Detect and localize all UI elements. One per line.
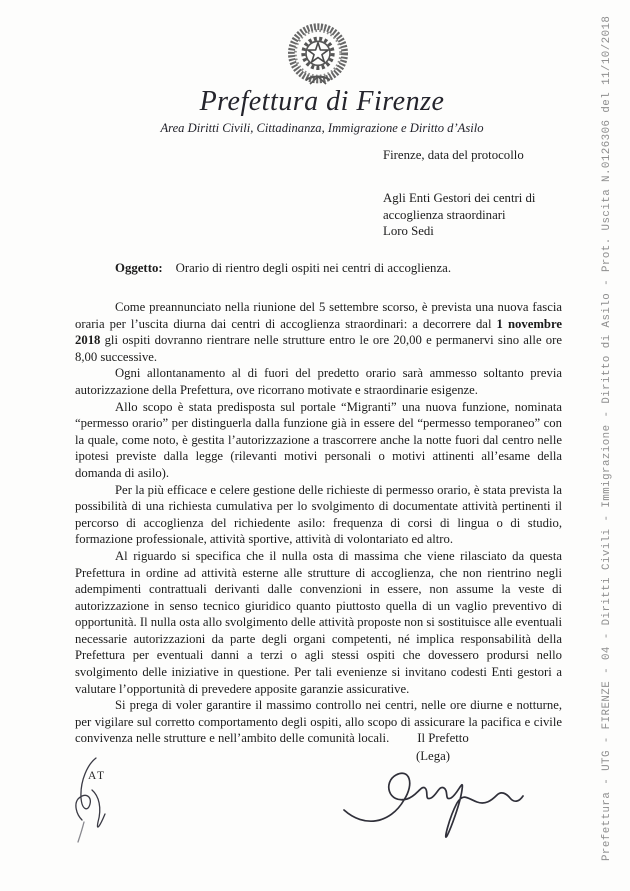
subject-label: Oggetto: (115, 261, 163, 275)
paragraph: Al riguardo si specifica che il nulla osta di massima che viene rilasciato da questa Prefettura in ordine ad attività esterne alle strutture di accoglienza, che non rientrino negli adempimenti contrattuali derivanti dalle convenzioni in essere, non assume la veste di autorizzazione in senso tecnico giuridico quanto piuttosto quella di un vaglio preventivo di opportunità. Il nulla osta allo svolgimento delle attività proposte non si sostituisce alle eventuali necessarie autorizzazioni da parte degli organi competenti, né implica responsabilità della Prefettura per eventuali danni a terzi o agli stessi ospiti che dovessero prodursi nello svolgimento delle iniziative in questione. Per tali evenienze si invitano codesti Enti gestori a valutare l’opportunità di prevedere apposite garanzie assicurative. (75, 548, 562, 696)
paragraph: Per la più efficace e celere gestione delle richieste di permesso orario, è stata prevista la possibilità di una richiesta cumulativa per lo svolgimento di documentate attività pertinenti il percorso di accoglienza del richiedente asilo: frequenza di corsi di lingua o di studio, formazione professionale, attività sportive, attività di volontariato ed altro. (75, 482, 562, 547)
initials-paraph-icon (62, 752, 126, 847)
paragraph: Si prega di voler garantire il massimo controllo nei centri, nelle ore diurne e notturne, per vigilare sul corretto comportamento degli ospiti, allo scopo di assicurare la pacifica e civile convivenza nelle strutture e nell’ambito delle comunità locali. (75, 698, 562, 746)
recipient-line: Agli Enti Gestori dei centri di (383, 191, 536, 205)
letter-body (75, 299, 562, 747)
initials-text: AT (88, 770, 107, 782)
subject-row (115, 261, 575, 276)
date-line: Firenze, data del protocollo (383, 148, 524, 162)
subject-text: Orario di rientro degli ospiti nei centri di accoglienza. (175, 261, 452, 275)
closing-name: (Lega) (415, 749, 451, 763)
paragraph: Allo scopo è stata predisposta sul portale “Migranti” una nuova funzione, nominata “permesso orario” per distinguerla dalla funzione già in essere del “permesso temporaneo” con la quale, come noto, è gestita l’autorizzazione a trascorrere anche la notte fuori dal centro nelle ipotesi previste dalla legge (rilevanti motivi personali o motivi attinenti all’esame della domanda di asilo). (75, 399, 562, 480)
letterhead (0, 86, 630, 136)
italy-emblem-icon (278, 20, 358, 88)
recipient-block (383, 190, 535, 240)
paragraph: Ogni allontanamento al di fuori del predetto orario sarà ammesso soltanto previa autorizzazione della Prefettura, ove ricorrano motivate e straordinarie esigenze. (75, 366, 562, 397)
paragraph-segment-bold: 1 novembre 2018 (75, 316, 562, 348)
emblem-container (0, 20, 630, 88)
recipient-line: Loro Sedi (383, 224, 434, 238)
closing-role: Il Prefetto (417, 731, 469, 745)
paragraph-segment: Come preannunciato nella riunione del 5 settembre scorso, è prevista una nuova fascia oraria per l’uscita diurna dai centri di accoglienza straordinari: a decorrere dal (75, 300, 562, 331)
protocol-stamp: Prefettura - UTG - FIRENZE - 04 - Diritti Civili - Immigrazione - Diritto di Asilo - Prot. Uscita N.0126306 del 11/10/2018 (601, 15, 613, 861)
recipient-line: accoglienza straordinari (383, 207, 506, 222)
institution-name: Prefettura di Firenze (199, 86, 445, 117)
paragraph-segment: gli ospiti dovranno rientrare nelle strutture entro le ore 20,00 e permanervi sino alle ore 8,00 successive. (75, 333, 562, 364)
department-name: Area Diritti Civili, Cittadinanza, Immigrazione e Diritto d’Asilo (160, 121, 484, 135)
paragraph (75, 299, 562, 365)
signature-handwriting-icon (338, 748, 533, 843)
